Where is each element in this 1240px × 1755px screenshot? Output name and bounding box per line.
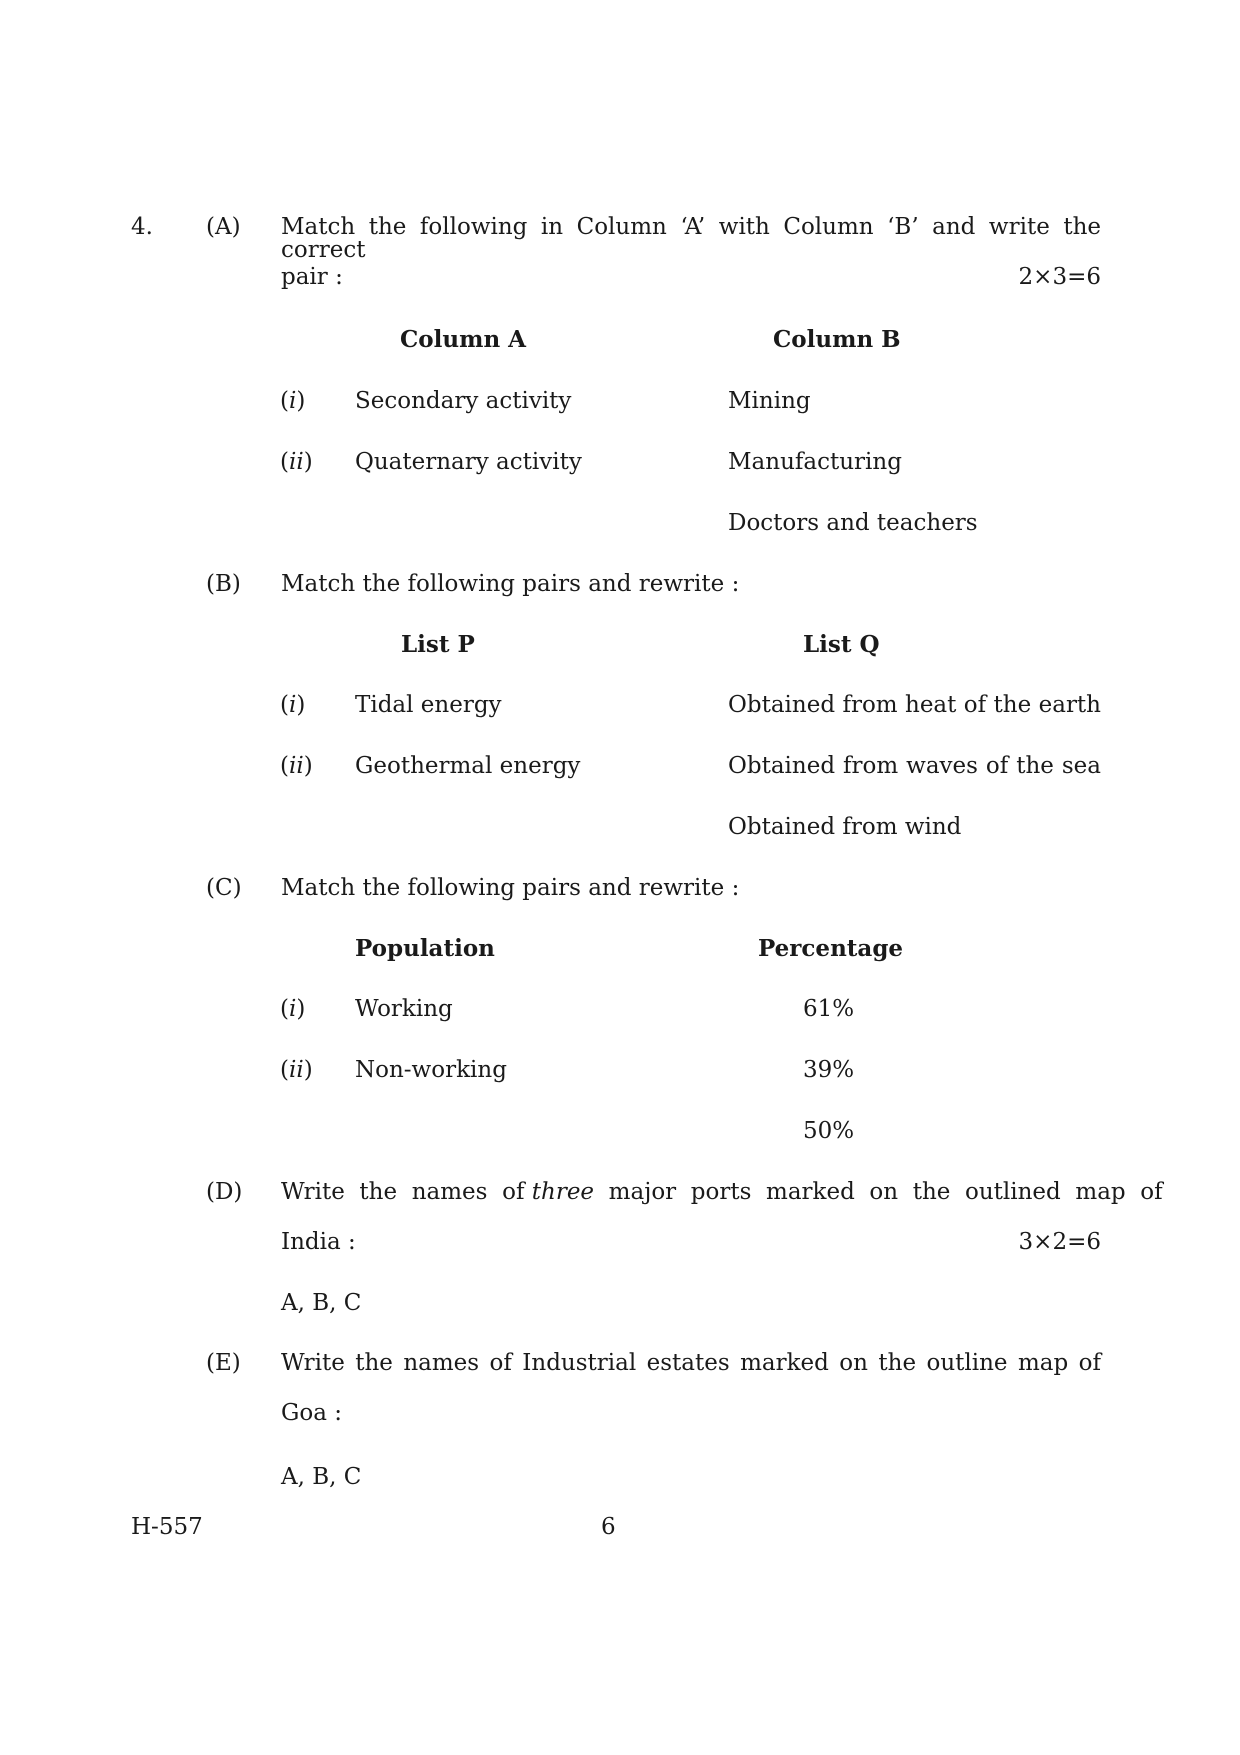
- part-a-instruction: Match the following in Column ‘A’ with Column ‘B’ and write the correct: [281, 214, 1101, 263]
- part-b-list-p-header: List P: [401, 631, 475, 658]
- part-c-percentage-header: Percentage: [758, 935, 904, 962]
- part-c-row-2-number: (ii): [280, 1057, 313, 1083]
- part-c-label: (C): [206, 875, 242, 901]
- part-e-instruction: Write the names of Industrial estates marked on the outline map of: [281, 1350, 1101, 1376]
- part-d-text-after: major ports marked on the outlined map of: [594, 1179, 1163, 1205]
- part-c-row-1-right: 61%: [803, 996, 855, 1022]
- part-d-instruction: [281, 1179, 1163, 1205]
- part-d-text-italic: three: [531, 1179, 595, 1205]
- part-a-row-1-left: Secondary activity: [355, 388, 572, 414]
- paper-code: H-557: [131, 1514, 203, 1540]
- part-a-column-b-header: Column B: [773, 326, 901, 353]
- part-d-answer-labels: A, B, C: [281, 1290, 362, 1316]
- part-b-row-2-number: (ii): [280, 753, 313, 779]
- part-d-marks: 3×2=6: [1018, 1229, 1101, 1255]
- part-d-instruction-cont: India :: [281, 1229, 356, 1255]
- part-a-row-3-right: Doctors and teachers: [728, 510, 978, 536]
- part-d-label: (D): [206, 1179, 243, 1205]
- part-a-row-2-left: Quaternary activity: [355, 449, 582, 475]
- part-a-instruction-cont: pair :: [281, 264, 343, 290]
- part-a-label: (A): [206, 214, 241, 240]
- question-number: 4.: [131, 214, 153, 240]
- part-c-row-2-left: Non-working: [355, 1057, 507, 1083]
- part-c-row-2-right: 39%: [803, 1057, 855, 1083]
- part-a-row-2-right: Manufacturing: [728, 449, 902, 475]
- part-c-row-1-number: (i): [280, 996, 306, 1022]
- part-c-instruction: Match the following pairs and rewrite :: [281, 875, 740, 901]
- part-b-row-3-right: Obtained from wind: [728, 814, 962, 840]
- part-a-row-1-number: (i): [280, 388, 306, 414]
- part-c-row-1-left: Working: [355, 996, 453, 1022]
- part-a-column-a-header: Column A: [400, 326, 527, 353]
- part-b-row-1-number: (i): [280, 692, 306, 718]
- part-b-row-1-left: Tidal energy: [355, 692, 502, 718]
- part-b-label: (B): [206, 571, 241, 597]
- part-b-row-2-right: Obtained from waves of the sea: [728, 753, 1101, 779]
- part-d-text-before: Write the names of: [281, 1179, 532, 1205]
- page-number: 6: [601, 1514, 616, 1540]
- part-a-marks: 2×3=6: [1018, 264, 1101, 290]
- part-b-row-1-right: Obtained from heat of the earth: [728, 692, 1101, 718]
- part-a-row-2-number: (ii): [280, 449, 313, 475]
- part-b-instruction: Match the following pairs and rewrite :: [281, 571, 740, 597]
- part-e-answer-labels: A, B, C: [281, 1464, 362, 1490]
- part-e-label: (E): [206, 1350, 241, 1376]
- part-c-population-header: Population: [355, 935, 495, 962]
- part-b-row-2-left: Geothermal energy: [355, 753, 581, 779]
- part-e-instruction-cont: Goa :: [281, 1400, 342, 1426]
- part-b-list-q-header: List Q: [803, 631, 880, 658]
- part-c-row-3-right: 50%: [803, 1118, 855, 1144]
- part-a-row-1-right: Mining: [728, 388, 811, 414]
